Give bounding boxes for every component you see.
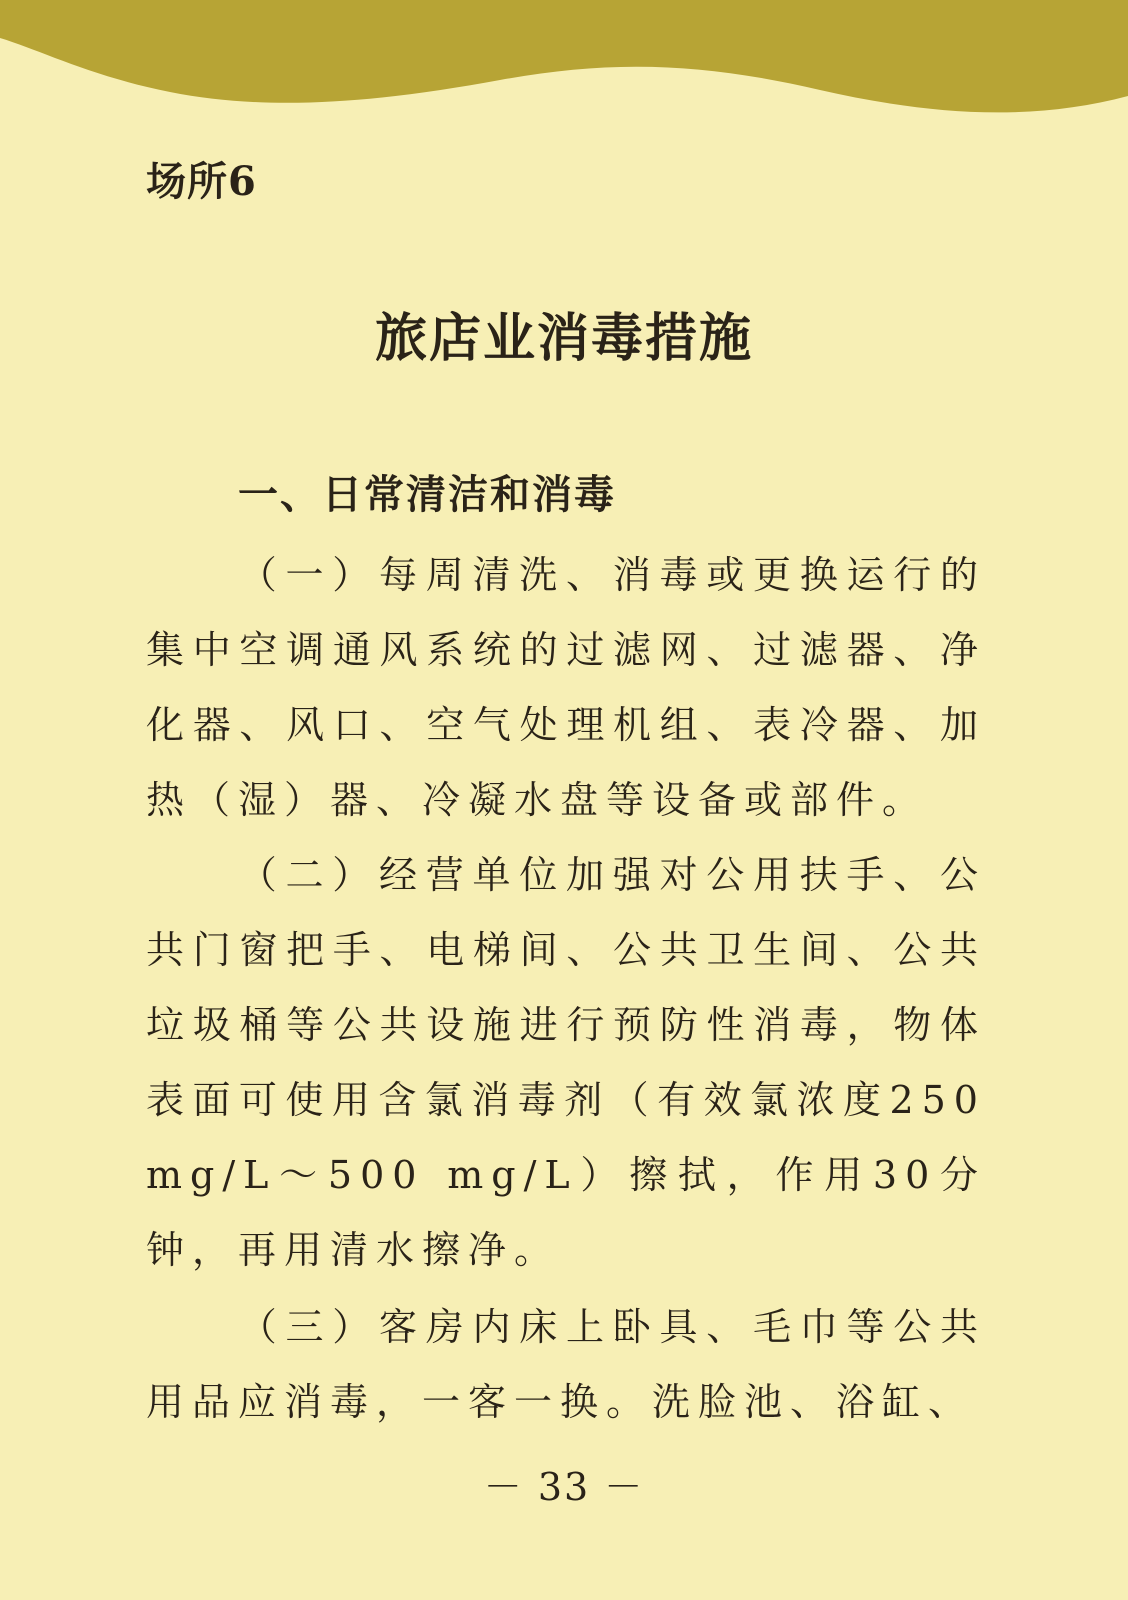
paragraph-2 bbox=[146, 838, 986, 1288]
wave-band bbox=[0, 0, 1128, 112]
section-heading: 一、日常清洁和消毒 bbox=[238, 472, 616, 518]
top-wave-decoration bbox=[0, 0, 1128, 120]
paragraph-1-text: （一）每周清洗、消毒或更换运行的集中空调通风系统的过滤网、过滤器、净化器、风口、空气处理机组、表冷器、加热（湿）器、冷凝水盘等设备或部件。 bbox=[146, 553, 986, 822]
paragraph-1 bbox=[146, 538, 986, 838]
paragraph-3-text: （三）客房内床上卧具、毛巾等公共用品应消毒，一客一换。洗脸池、浴缸、 bbox=[146, 1305, 986, 1424]
page-number: － 33 － bbox=[483, 1465, 645, 1509]
paragraph-2-text: （二）经营单位加强对公用扶手、公共门窗把手、电梯间、公共卫生间、公共垃圾桶等公共设施进行预防性消毒，物体表面可使用含氯消毒剂（有效氯浓度250 mg/L～500 mg/L）擦拭，作用30分钟，再用清水擦净。 bbox=[146, 853, 986, 1272]
paragraph-3 bbox=[146, 1290, 986, 1440]
page-title: 旅店业消毒措施 bbox=[374, 308, 753, 369]
section-label: 场所6 bbox=[146, 158, 257, 205]
